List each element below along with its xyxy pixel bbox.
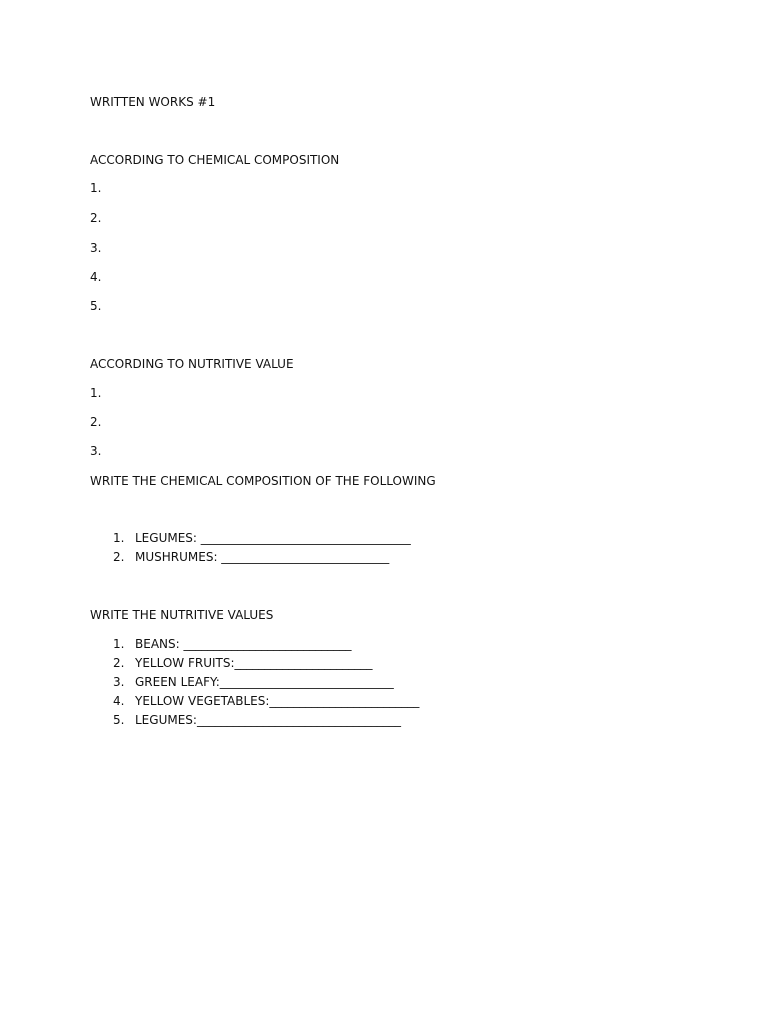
section-heading-write-chemical-composition: WRITE THE CHEMICAL COMPOSITION OF THE FOLLOWING (90, 474, 436, 488)
list-item-number: 1. (113, 637, 125, 651)
section-heading-write-nutritive-values: WRITE THE NUTRITIVE VALUES (90, 608, 274, 622)
list-item-number: 5. (113, 713, 125, 727)
blank-item-number: 2. (90, 415, 102, 429)
blank-item-number: 2. (90, 211, 102, 225)
blank-item-number: 1. (90, 386, 102, 400)
blank-item-number: 1. (90, 181, 102, 195)
list-item-label: MUSHRUMES: ____________________________ (135, 550, 390, 564)
list-item-number: 1. (113, 531, 125, 545)
section-heading-chemical-composition: ACCORDING TO CHEMICAL COMPOSITION (90, 153, 340, 167)
list-item-number: 3. (113, 675, 125, 689)
blank-item-number: 3. (90, 444, 102, 458)
list-item-number: 4. (113, 694, 125, 708)
list-item-label: BEANS: ____________________________ (135, 637, 352, 651)
list-item-label: GREEN LEAFY:_____________________________ (135, 675, 394, 689)
blank-item-number: 3. (90, 241, 102, 255)
blank-item-number: 5. (90, 299, 102, 313)
blank-item-number: 4. (90, 270, 102, 284)
document-title: WRITTEN WORKS #1 (90, 95, 216, 109)
list-item-label: YELLOW FRUITS:_______________________ (135, 656, 373, 670)
list-item-number: 2. (113, 656, 125, 670)
list-item-label: LEGUMES: ___________________________________ (135, 531, 411, 545)
list-item-number: 2. (113, 550, 125, 564)
list-item-label: YELLOW VEGETABLES:_________________________ (135, 694, 420, 708)
list-item-label: LEGUMES:__________________________________ (135, 713, 401, 727)
section-heading-nutritive-value: ACCORDING TO NUTRITIVE VALUE (90, 357, 294, 371)
